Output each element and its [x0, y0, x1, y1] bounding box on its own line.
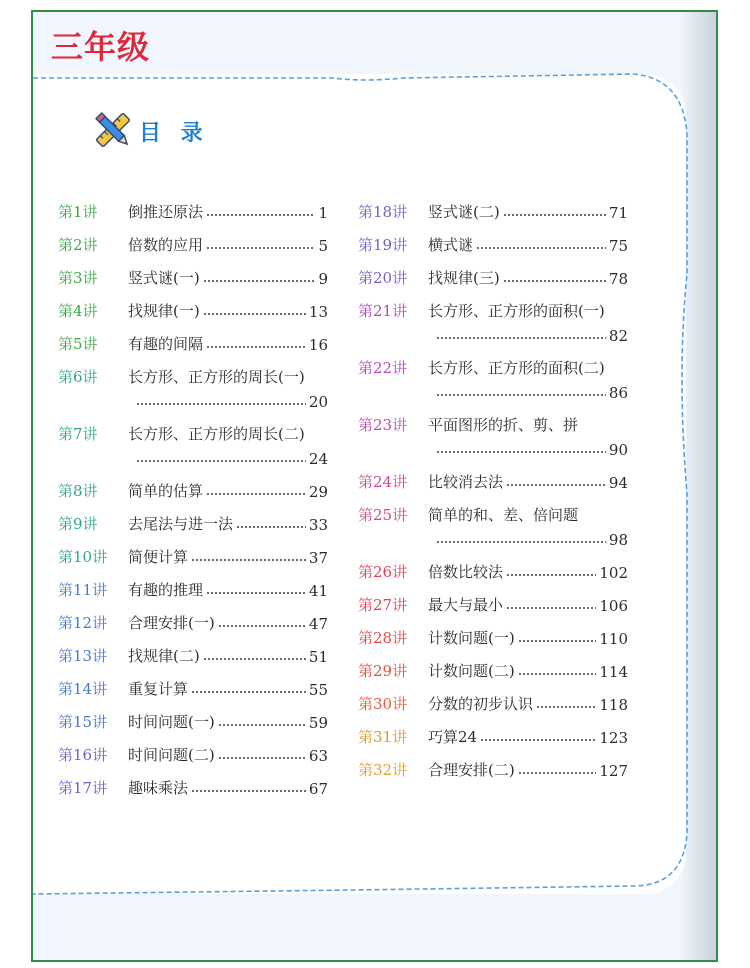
chapter-number: 第17讲 [58, 779, 108, 797]
toc-entry[interactable] [358, 558, 628, 582]
chapter-number: 第20讲 [358, 269, 408, 287]
chapter-title: 长方形、正方形的周长(一) [128, 368, 305, 386]
page-number: 86 [608, 384, 628, 402]
dot-leader [218, 616, 306, 628]
toc-entry-line [58, 774, 328, 798]
chapter-title: 平面图形的折、剪、拼 [428, 416, 579, 434]
toc-entry-line [58, 231, 328, 255]
toc-entry[interactable] [58, 741, 328, 765]
chapter-number: 第32讲 [358, 761, 408, 779]
dot-leader [436, 328, 606, 340]
toc-entry-line [358, 690, 628, 714]
chapter-title: 倒推还原法 [128, 203, 204, 221]
toc-entry[interactable] [358, 468, 628, 492]
toc-entry-line [58, 543, 328, 567]
dot-leader [518, 664, 597, 676]
dot-leader [518, 763, 597, 775]
toc-entry-line [358, 525, 628, 549]
dot-leader [436, 532, 606, 544]
chapter-number: 第27讲 [358, 596, 408, 614]
dot-leader [536, 697, 596, 709]
page-number: 5 [318, 237, 328, 255]
page-number: 59 [308, 714, 328, 732]
chapter-title: 长方形、正方形的面积(一) [428, 302, 605, 320]
dot-leader [203, 649, 306, 661]
chapter-number: 第5讲 [58, 335, 98, 353]
page-number: 90 [608, 441, 628, 459]
toc-entry[interactable] [358, 501, 628, 549]
page-number: 98 [608, 531, 628, 549]
dot-leader [206, 205, 315, 217]
toc-entry-line [358, 657, 628, 681]
dot-leader [436, 385, 606, 397]
chapter-number: 第3讲 [58, 269, 98, 287]
toc-entry[interactable] [58, 708, 328, 732]
chapter-title: 简单的估算 [128, 482, 204, 500]
chapter-number: 第23讲 [358, 416, 408, 434]
toc-entry-line [58, 264, 328, 288]
page-number: 41 [308, 582, 328, 600]
chapter-title: 时间问题(一) [128, 713, 215, 731]
toc-entry[interactable] [58, 420, 328, 468]
page-number: 9 [318, 270, 328, 288]
ruler-pencil-icon [91, 108, 135, 152]
toc-entry-line [58, 510, 328, 534]
toc-entry-line [58, 420, 328, 444]
toc-entry[interactable] [358, 690, 628, 714]
page-number: 127 [599, 762, 628, 780]
toc-entry-line [58, 330, 328, 354]
toc-column-right [358, 198, 628, 789]
page-number: 51 [308, 648, 328, 666]
toc-entry-line [358, 411, 628, 435]
toc-entry[interactable] [358, 624, 628, 648]
toc-entry-line [358, 468, 628, 492]
chapter-title: 合理安排(二) [428, 761, 515, 779]
chapter-number: 第10讲 [58, 548, 108, 566]
chapter-title: 去尾法与进一法 [128, 515, 234, 533]
toc-entry-line [58, 363, 328, 387]
dot-leader [203, 271, 316, 283]
toc-entry-line [358, 435, 628, 459]
chapter-title: 趣味乘法 [128, 779, 189, 797]
toc-entry-line [58, 708, 328, 732]
dot-leader [206, 238, 315, 250]
page-number: 24 [308, 450, 328, 468]
page-number: 33 [308, 516, 328, 534]
chapter-number: 第2讲 [58, 236, 98, 254]
chapter-title: 最大与最小 [428, 596, 504, 614]
toc-entry[interactable] [58, 543, 328, 567]
chapter-title: 找规律(二) [128, 647, 200, 665]
chapter-number: 第31讲 [358, 728, 408, 746]
toc-entry[interactable] [358, 657, 628, 681]
chapter-title: 简便计算 [128, 548, 189, 566]
chapter-number: 第11讲 [58, 581, 108, 599]
chapter-number: 第1讲 [58, 203, 98, 221]
toc-entry-line [58, 609, 328, 633]
dot-leader [518, 631, 597, 643]
toc-column-left [58, 198, 328, 807]
chapter-number: 第28讲 [358, 629, 408, 647]
page-number: 78 [608, 270, 628, 288]
chapter-number: 第8讲 [58, 482, 98, 500]
page-number: 63 [308, 747, 328, 765]
dot-leader [191, 781, 306, 793]
toc-entry[interactable] [58, 609, 328, 633]
dot-leader [206, 484, 306, 496]
chapter-title: 简单的和、差、倍问题 [428, 506, 579, 524]
page-number: 118 [599, 696, 628, 714]
chapter-number: 第16讲 [58, 746, 108, 764]
toc-entry[interactable] [58, 330, 328, 354]
toc-entry[interactable] [58, 264, 328, 288]
chapter-title: 找规律(三) [428, 269, 500, 287]
toc-entry-line [358, 723, 628, 747]
page-number: 75 [608, 237, 628, 255]
toc-entry[interactable] [358, 231, 628, 255]
toc-entry-line [358, 624, 628, 648]
chapter-title: 合理安排(一) [128, 614, 215, 632]
chapter-number: 第19讲 [358, 236, 408, 254]
toc-entry-line [58, 387, 328, 411]
toc-entry-line [358, 558, 628, 582]
chapter-number: 第9讲 [58, 515, 98, 533]
dot-leader [503, 271, 606, 283]
toc-entry[interactable] [358, 411, 628, 459]
page-number: 102 [599, 564, 628, 582]
chapter-number: 第7讲 [58, 425, 98, 443]
chapter-number: 第14讲 [58, 680, 108, 698]
chapter-number: 第15讲 [58, 713, 108, 731]
toc-entry-line [358, 501, 628, 525]
dot-leader [203, 304, 306, 316]
chapter-title: 巧算24 [428, 728, 478, 746]
chapter-title: 横式谜 [428, 236, 474, 254]
chapter-title: 长方形、正方形的周长(二) [128, 425, 305, 443]
toc-entry[interactable] [58, 363, 328, 411]
toc-heading: 目 录 [139, 121, 209, 146]
toc-entry-line [58, 477, 328, 501]
toc-entry-line [358, 591, 628, 615]
page-number: 1 [318, 204, 328, 222]
toc-entry-line [358, 756, 628, 780]
chapter-title: 比较消去法 [428, 473, 504, 491]
toc-entry-line [358, 354, 628, 378]
dot-leader [503, 205, 606, 217]
chapter-title: 分数的初步认识 [428, 695, 534, 713]
toc-entry-line [58, 576, 328, 600]
dot-leader [476, 238, 606, 250]
page-number: 29 [308, 483, 328, 501]
toc-entry-line [58, 642, 328, 666]
dot-leader [506, 565, 596, 577]
chapter-title: 有趣的推理 [128, 581, 204, 599]
toc-entry[interactable] [58, 231, 328, 255]
dot-leader [136, 451, 306, 463]
dot-leader [436, 442, 606, 454]
toc-entry-line [358, 321, 628, 345]
toc-entry[interactable] [58, 477, 328, 501]
chapter-title: 长方形、正方形的面积(二) [428, 359, 605, 377]
toc-entry[interactable] [358, 591, 628, 615]
toc-entry-line [358, 297, 628, 321]
toc-entry[interactable] [358, 354, 628, 402]
page-number: 16 [308, 336, 328, 354]
page-number: 47 [308, 615, 328, 633]
toc-entry[interactable] [58, 642, 328, 666]
page-number: 110 [599, 630, 628, 648]
chapter-title: 倍数比较法 [428, 563, 504, 581]
chapter-title: 找规律(一) [128, 302, 200, 320]
page-number: 94 [608, 474, 628, 492]
chapter-number: 第18讲 [358, 203, 408, 221]
page-number: 106 [599, 597, 628, 615]
chapter-title: 计数问题(二) [428, 662, 515, 680]
chapter-title: 有趣的间隔 [128, 335, 204, 353]
toc-entry-line [58, 741, 328, 765]
chapter-number: 第29讲 [358, 662, 408, 680]
toc-entry-line [358, 198, 628, 222]
chapter-title: 竖式谜(二) [428, 203, 500, 221]
toc-entry-line [358, 378, 628, 402]
page-number: 82 [608, 327, 628, 345]
toc-entry-line [58, 675, 328, 699]
page-number: 20 [308, 393, 328, 411]
toc-entry[interactable] [358, 297, 628, 345]
dot-leader [191, 550, 306, 562]
toc-entry[interactable] [358, 264, 628, 288]
dot-leader [480, 730, 596, 742]
dot-leader [236, 517, 306, 529]
dot-leader [218, 748, 306, 760]
dot-leader [136, 394, 306, 406]
chapter-number: 第6讲 [58, 368, 98, 386]
dot-leader [206, 337, 306, 349]
toc-entry-line [358, 264, 628, 288]
toc-entry[interactable] [58, 297, 328, 321]
chapter-number: 第24讲 [358, 473, 408, 491]
chapter-number: 第26讲 [358, 563, 408, 581]
chapter-number: 第22讲 [358, 359, 408, 377]
page-number: 13 [308, 303, 328, 321]
toc-entry[interactable] [58, 198, 328, 222]
toc-entry[interactable] [358, 756, 628, 780]
toc-entry-line [358, 231, 628, 255]
dot-leader [218, 715, 306, 727]
page-number: 55 [308, 681, 328, 699]
toc-entry[interactable] [58, 576, 328, 600]
chapter-title: 时间问题(二) [128, 746, 215, 764]
dot-leader [206, 583, 306, 595]
toc-entry[interactable] [58, 510, 328, 534]
dot-leader [506, 475, 606, 487]
toc-entry[interactable] [358, 198, 628, 222]
toc-entry-line [58, 297, 328, 321]
page-number: 123 [599, 729, 628, 747]
grade-title: 三年级 [51, 28, 151, 66]
toc-entry-line [58, 198, 328, 222]
chapter-title: 重复计算 [128, 680, 189, 698]
toc-entry[interactable] [358, 723, 628, 747]
toc-entry[interactable] [58, 675, 328, 699]
page-number: 37 [308, 549, 328, 567]
page-number: 71 [608, 204, 628, 222]
chapter-number: 第12讲 [58, 614, 108, 632]
chapter-number: 第25讲 [358, 506, 408, 524]
dot-leader [506, 598, 596, 610]
chapter-title: 竖式谜(一) [128, 269, 200, 287]
chapter-title: 计数问题(一) [428, 629, 515, 647]
dot-leader [191, 682, 306, 694]
chapter-number: 第4讲 [58, 302, 98, 320]
chapter-number: 第30讲 [358, 695, 408, 713]
chapter-title: 倍数的应用 [128, 236, 204, 254]
page-number: 67 [308, 780, 328, 798]
chapter-number: 第13讲 [58, 647, 108, 665]
toc-entry[interactable] [58, 774, 328, 798]
toc-entry-line [58, 444, 328, 468]
page-number: 114 [599, 663, 628, 681]
chapter-number: 第21讲 [358, 302, 408, 320]
